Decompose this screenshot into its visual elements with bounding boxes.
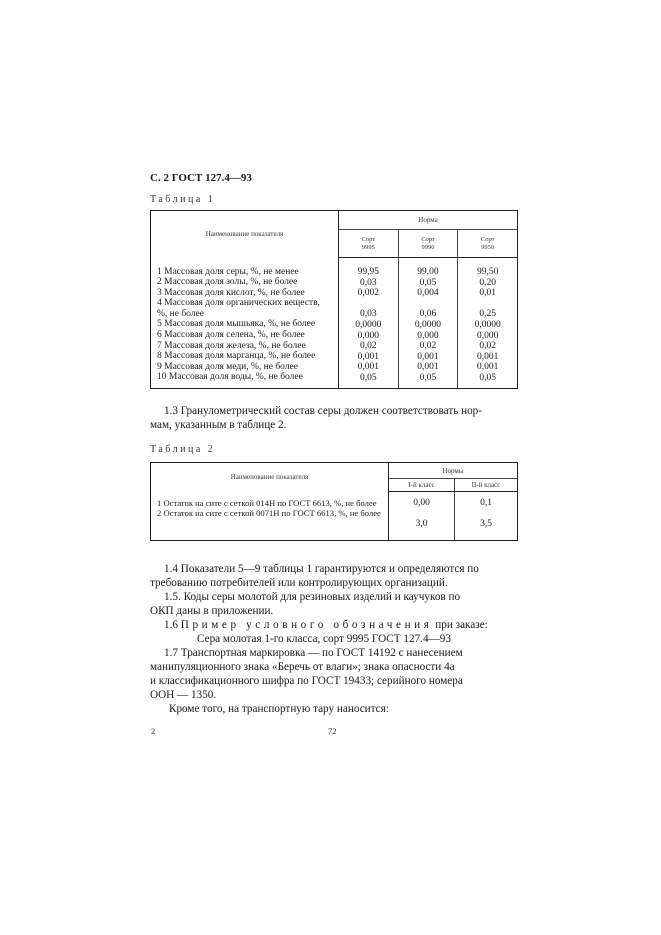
- paragraph-1-4-line2: требованию потребителей или контролирующих организаций.: [150, 577, 448, 589]
- paragraph-1-7-line1: 1.7 Транспортная маркировка — по ГОСТ 14192 с нанесением: [164, 647, 463, 659]
- table2-names-column: [151, 492, 389, 541]
- paragraph-1-3-line1: 1.3 Гранулометрический состав серы должен соответствовать нор-: [164, 405, 483, 417]
- col-header-name: Наименование показателя: [151, 211, 339, 258]
- table1-grade-9990-column: 99,00 0,05 0,004 0,06 0,0000 0,000 0,02 0,001 0,001 0,05: [398, 258, 458, 389]
- designation-example: Сера молотая 1-го класса, сорт 9995 ГОСТ 127.4—93: [197, 633, 451, 645]
- paragraph-additional: Кроме того, на транспортную тару наносится:: [169, 703, 389, 715]
- table1-grade-9950-column: 99,50 0,20 0,01 0,25 0,0000 0,000 0,02 0,001 0,001 0,05: [474, 267, 501, 383]
- table-row: 2 Остаток на сите с сеткой 0071Н по ГОСТ 6613, %, не более: [157, 508, 381, 518]
- table-row: 4 Массовая доля органических веществ,: [157, 298, 320, 309]
- table-row: 1 Массовая доля серы, %, не менее: [157, 266, 299, 277]
- paragraph-1-7-line4: ООН — 1350.: [150, 689, 217, 701]
- table-row: 3 Массовая доля кислот, %, не более: [157, 287, 305, 298]
- spaced-emphasis: Пример условного обозначения: [180, 619, 433, 631]
- table-row: 8 Массовая доля марганца, %, не более: [157, 351, 316, 362]
- table2-class-1-column: 0,00 3,0: [389, 492, 455, 541]
- page-header: С. 2 ГОСТ 127.4—93: [150, 172, 252, 184]
- table-row: 9 Массовая доля меди, %, не более: [157, 361, 298, 372]
- col-header-norms: Нормы: [389, 463, 518, 479]
- table-row: 6 Массовая доля селена, %, не более: [157, 330, 305, 341]
- paragraph-1-4-line1: 1.4 Показатели 5—9 таблицы 1 гарантируются и определяются по: [164, 563, 479, 575]
- page-number-left: 2: [151, 726, 156, 736]
- table-row: 7 Массовая доля железа, %, не более: [157, 340, 306, 351]
- table2-class-2-column: 0,1 3,5: [480, 498, 492, 529]
- col-header-grade-9990: Сорт 9990: [398, 230, 458, 258]
- col-header-class-1: I-й класс: [389, 479, 455, 492]
- table-row: %, не более: [157, 308, 204, 319]
- table1-grade-9995-column: 99,95 0,03 0,002 0,03 0,0000 0,000 0,02 0,001 0,001 0,05: [355, 267, 382, 383]
- paragraph-1-7-line2: манипуляционного знака «Беречь от влаги»; знака опасности 4а: [150, 661, 455, 673]
- page-number-center: 72: [328, 726, 337, 736]
- paragraph-1-5-line2: ОКП даны в приложении.: [150, 605, 274, 617]
- col-header-class-2: II-й класс: [455, 479, 518, 492]
- paragraph-1-3-line2: мам, указанным в таблице 2.: [150, 419, 287, 431]
- col-header-grade-9995: Сорт 9995: [339, 230, 399, 258]
- col-header-name: Наименование показателя: [151, 463, 389, 492]
- table-row: 5 Массовая доля мышьяка, %, не более: [157, 319, 316, 330]
- paragraph-1-5-line1: 1.5. Коды серы молотой для резиновых изделий и каучуков по: [164, 591, 461, 603]
- table-row: 2 Массовая доля золы, %, не более: [157, 277, 298, 288]
- table-2: [150, 462, 518, 541]
- table1-caption: Таблица 1: [150, 194, 216, 205]
- table-row: 1 Остаток на сите с сеткой 014Н по ГОСТ 6613, %, не более: [157, 497, 377, 508]
- table1-names-column: [151, 258, 339, 389]
- table-1: [150, 210, 518, 389]
- col-header-norm: Норма: [339, 211, 518, 230]
- paragraph-1-7-line3: и классификационного шифра по ГОСТ 19433; серийного номера: [150, 675, 463, 687]
- table-row: 10 Массовая доля воды, %, не более: [157, 372, 303, 383]
- col-header-grade-9950: Сорт 9950: [458, 230, 518, 258]
- paragraph-1-6: 1.6 Пример условного обозначения при заказе:: [164, 619, 488, 631]
- table2-caption: Таблица 2: [150, 444, 216, 455]
